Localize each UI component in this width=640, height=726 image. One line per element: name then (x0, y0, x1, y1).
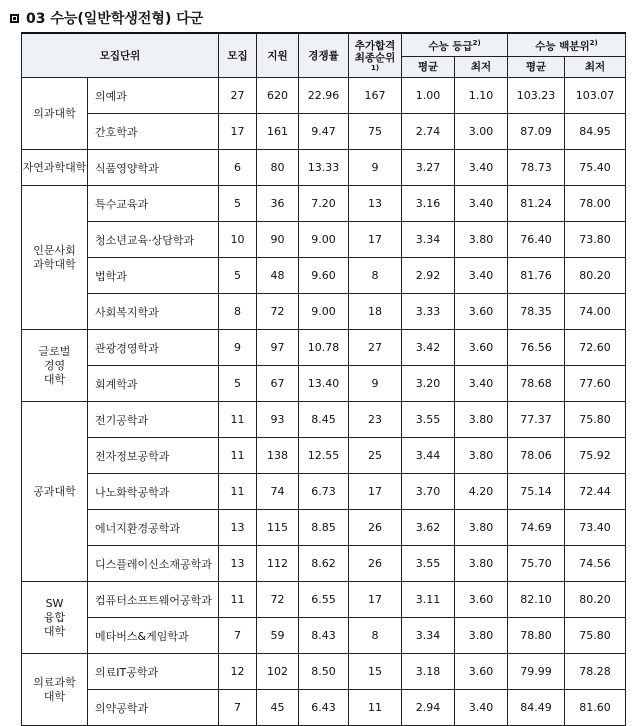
rank-cell: 17 (349, 474, 402, 510)
pct-min-cell: 75.40 (565, 150, 626, 186)
pct-min-cell: 77.60 (565, 366, 626, 402)
grade-avg-cell: 3.20 (402, 366, 455, 402)
competition-cell: 8.62 (299, 546, 349, 582)
grade-avg-cell: 2.74 (402, 114, 455, 150)
applicants-cell: 36 (257, 186, 299, 222)
college-cell: 공과대학 (22, 402, 88, 582)
grade-min-cell: 3.40 (455, 690, 508, 726)
header-extra-line1: 추가합격 (354, 39, 396, 52)
competition-cell: 13.33 (299, 150, 349, 186)
rank-cell: 167 (349, 78, 402, 114)
applicants-cell: 138 (257, 438, 299, 474)
table-row (22, 114, 626, 150)
header-grade-text: 수능 등급 (428, 40, 473, 53)
college-cell: 의료과학 대학 (22, 654, 88, 726)
applicants-cell: 161 (257, 114, 299, 150)
dept-cell: 나노화학공학과 (88, 474, 219, 510)
grade-avg-cell: 3.16 (402, 186, 455, 222)
college-cell: 의과대학 (22, 78, 88, 150)
grade-min-cell: 3.40 (455, 258, 508, 294)
grade-avg-cell: 3.33 (402, 294, 455, 330)
header-extra-footnote: 1) (370, 63, 380, 72)
grade-min-cell: 4.20 (455, 474, 508, 510)
rank-cell: 17 (349, 582, 402, 618)
grade-avg-cell: 3.55 (402, 546, 455, 582)
dept-cell: 메타버스&게임학과 (88, 618, 219, 654)
competition-cell: 6.43 (299, 690, 349, 726)
table-row (22, 186, 626, 222)
grade-min-cell: 3.80 (455, 546, 508, 582)
pct-avg-cell: 82.10 (508, 582, 565, 618)
grade-min-cell: 3.60 (455, 582, 508, 618)
pct-min-cell: 73.80 (565, 222, 626, 258)
pct-min-cell: 81.60 (565, 690, 626, 726)
applicants-cell: 74 (257, 474, 299, 510)
rank-cell: 26 (349, 546, 402, 582)
competition-cell: 6.73 (299, 474, 349, 510)
pct-avg-cell: 79.99 (508, 654, 565, 690)
quota-cell: 7 (219, 618, 257, 654)
table-row (22, 330, 626, 366)
dept-cell: 전자정보공학과 (88, 438, 219, 474)
table-row (22, 474, 626, 510)
pct-avg-cell: 75.70 (508, 546, 565, 582)
dept-cell: 의약공학과 (88, 690, 219, 726)
admission-results-table (21, 32, 626, 726)
section-title-text: 03 수능(일반학생전형) 다군 (26, 11, 204, 27)
grade-min-cell: 3.60 (455, 330, 508, 366)
table-header (22, 33, 626, 78)
rank-cell: 75 (349, 114, 402, 150)
pct-min-cell: 80.20 (565, 582, 626, 618)
dept-cell: 회계학과 (88, 366, 219, 402)
competition-cell: 9.00 (299, 222, 349, 258)
applicants-cell: 45 (257, 690, 299, 726)
competition-cell: 8.45 (299, 402, 349, 438)
rank-cell: 11 (349, 690, 402, 726)
dept-cell: 전기공학과 (88, 402, 219, 438)
dept-cell: 특수교육과 (88, 186, 219, 222)
grade-min-cell: 1.10 (455, 78, 508, 114)
pct-min-cell: 75.80 (565, 402, 626, 438)
quota-cell: 5 (219, 366, 257, 402)
header-percentile-footnote: 2) (589, 39, 598, 48)
header-grade-group (402, 33, 508, 57)
grade-avg-cell: 3.62 (402, 510, 455, 546)
competition-cell: 8.43 (299, 618, 349, 654)
table-row (22, 366, 626, 402)
applicants-cell: 93 (257, 402, 299, 438)
grade-min-cell: 3.00 (455, 114, 508, 150)
dept-cell: 식품영양학과 (88, 150, 219, 186)
rank-cell: 9 (349, 150, 402, 186)
grade-avg-cell: 3.27 (402, 150, 455, 186)
applicants-cell: 90 (257, 222, 299, 258)
dept-cell: 관광경영학과 (88, 330, 219, 366)
rank-cell: 25 (349, 438, 402, 474)
pct-avg-cell: 78.80 (508, 618, 565, 654)
dept-cell: 의료IT공학과 (88, 654, 219, 690)
quota-cell: 11 (219, 438, 257, 474)
rank-cell: 15 (349, 654, 402, 690)
quota-cell: 13 (219, 546, 257, 582)
pct-min-cell: 103.07 (565, 78, 626, 114)
rank-cell: 27 (349, 330, 402, 366)
grade-min-cell: 3.40 (455, 186, 508, 222)
pct-min-cell: 84.95 (565, 114, 626, 150)
pct-min-cell: 75.80 (565, 618, 626, 654)
grade-avg-cell: 3.18 (402, 654, 455, 690)
rank-cell: 26 (349, 510, 402, 546)
table-row (22, 690, 626, 726)
pct-avg-cell: 74.69 (508, 510, 565, 546)
grade-min-cell: 3.40 (455, 366, 508, 402)
grade-avg-cell: 3.55 (402, 402, 455, 438)
grade-min-cell: 3.80 (455, 222, 508, 258)
table-row (22, 150, 626, 186)
pct-avg-cell: 76.56 (508, 330, 565, 366)
rank-cell: 18 (349, 294, 402, 330)
pct-min-cell: 72.60 (565, 330, 626, 366)
quota-cell: 9 (219, 330, 257, 366)
competition-cell: 9.60 (299, 258, 349, 294)
quota-cell: 11 (219, 474, 257, 510)
dept-cell: 사회복지학과 (88, 294, 219, 330)
applicants-cell: 112 (257, 546, 299, 582)
pct-min-cell: 80.20 (565, 258, 626, 294)
pct-avg-cell: 77.37 (508, 402, 565, 438)
header-percentile-group (508, 33, 626, 57)
applicants-cell: 72 (257, 294, 299, 330)
pct-avg-cell: 103.23 (508, 78, 565, 114)
applicants-cell: 67 (257, 366, 299, 402)
grade-avg-cell: 3.34 (402, 618, 455, 654)
dept-cell: 의예과 (88, 78, 219, 114)
pct-avg-cell: 78.06 (508, 438, 565, 474)
pct-min-cell: 73.40 (565, 510, 626, 546)
quota-cell: 5 (219, 186, 257, 222)
header-unit: 모집단위 (22, 33, 219, 78)
header-grade-min: 최저 (455, 57, 508, 78)
table-row (22, 258, 626, 294)
pct-avg-cell: 81.76 (508, 258, 565, 294)
competition-cell: 10.78 (299, 330, 349, 366)
competition-cell: 8.50 (299, 654, 349, 690)
grade-avg-cell: 3.11 (402, 582, 455, 618)
header-percentile-text: 수능 백분위 (535, 40, 590, 53)
quota-cell: 6 (219, 150, 257, 186)
quota-cell: 5 (219, 258, 257, 294)
rank-cell: 17 (349, 222, 402, 258)
rank-cell: 23 (349, 402, 402, 438)
quota-cell: 12 (219, 654, 257, 690)
header-grade-footnote: 2) (472, 39, 481, 48)
college-cell: 글로벌 경영 대학 (22, 330, 88, 402)
table-row (22, 402, 626, 438)
college-cell: 인문사회 과학대학 (22, 186, 88, 330)
college-cell: 자연과학대학 (22, 150, 88, 186)
table-row (22, 546, 626, 582)
grade-avg-cell: 3.70 (402, 474, 455, 510)
header-pct-min: 최저 (565, 57, 626, 78)
competition-cell: 9.00 (299, 294, 349, 330)
pct-avg-cell: 78.73 (508, 150, 565, 186)
pct-min-cell: 72.44 (565, 474, 626, 510)
table-body (22, 78, 626, 726)
dept-cell: 디스플레이신소재공학과 (88, 546, 219, 582)
grade-avg-cell: 3.44 (402, 438, 455, 474)
grade-min-cell: 3.80 (455, 618, 508, 654)
header-extra-line2: 최종순위 (354, 51, 396, 64)
table-row (22, 438, 626, 474)
grade-min-cell: 3.80 (455, 510, 508, 546)
quota-cell: 13 (219, 510, 257, 546)
applicants-cell: 102 (257, 654, 299, 690)
quota-cell: 17 (219, 114, 257, 150)
pct-avg-cell: 76.40 (508, 222, 565, 258)
grade-avg-cell: 2.94 (402, 690, 455, 726)
square-bullet-icon (10, 14, 19, 23)
header-pct-avg: 평균 (508, 57, 565, 78)
pct-avg-cell: 87.09 (508, 114, 565, 150)
competition-cell: 13.40 (299, 366, 349, 402)
dept-cell: 에너지환경공학과 (88, 510, 219, 546)
competition-cell: 6.55 (299, 582, 349, 618)
applicants-cell: 59 (257, 618, 299, 654)
rank-cell: 8 (349, 258, 402, 294)
header-competition: 경쟁률 (299, 33, 349, 78)
table-row (22, 654, 626, 690)
pct-min-cell: 78.28 (565, 654, 626, 690)
quota-cell: 11 (219, 402, 257, 438)
competition-cell: 9.47 (299, 114, 349, 150)
grade-min-cell: 3.80 (455, 402, 508, 438)
pct-min-cell: 75.92 (565, 438, 626, 474)
grade-avg-cell: 2.92 (402, 258, 455, 294)
dept-cell: 청소년교육·상담학과 (88, 222, 219, 258)
applicants-cell: 80 (257, 150, 299, 186)
section-title (10, 6, 203, 30)
table-row (22, 618, 626, 654)
header-applicants: 지원 (257, 33, 299, 78)
quota-cell: 8 (219, 294, 257, 330)
table-row (22, 510, 626, 546)
competition-cell: 8.85 (299, 510, 349, 546)
rank-cell: 13 (349, 186, 402, 222)
quota-cell: 11 (219, 582, 257, 618)
grade-min-cell: 3.40 (455, 150, 508, 186)
pct-min-cell: 78.00 (565, 186, 626, 222)
rank-cell: 8 (349, 618, 402, 654)
applicants-cell: 620 (257, 78, 299, 114)
header-extra-rank (349, 33, 402, 78)
quota-cell: 10 (219, 222, 257, 258)
table-row (22, 222, 626, 258)
grade-avg-cell: 3.34 (402, 222, 455, 258)
applicants-cell: 48 (257, 258, 299, 294)
grade-min-cell: 3.60 (455, 294, 508, 330)
dept-cell: 법학과 (88, 258, 219, 294)
grade-avg-cell: 1.00 (402, 78, 455, 114)
quota-cell: 7 (219, 690, 257, 726)
pct-avg-cell: 75.14 (508, 474, 565, 510)
pct-avg-cell: 78.35 (508, 294, 565, 330)
table-row (22, 294, 626, 330)
pct-min-cell: 74.56 (565, 546, 626, 582)
pct-avg-cell: 78.68 (508, 366, 565, 402)
header-grade-avg: 평균 (402, 57, 455, 78)
pct-avg-cell: 81.24 (508, 186, 565, 222)
competition-cell: 22.96 (299, 78, 349, 114)
pct-avg-cell: 84.49 (508, 690, 565, 726)
table-row (22, 582, 626, 618)
competition-cell: 12.55 (299, 438, 349, 474)
applicants-cell: 97 (257, 330, 299, 366)
table-row (22, 78, 626, 114)
applicants-cell: 115 (257, 510, 299, 546)
dept-cell: 간호학과 (88, 114, 219, 150)
grade-avg-cell: 3.42 (402, 330, 455, 366)
dept-cell: 컴퓨터소프트웨어공학과 (88, 582, 219, 618)
quota-cell: 27 (219, 78, 257, 114)
college-cell: SW 융합 대학 (22, 582, 88, 654)
grade-min-cell: 3.60 (455, 654, 508, 690)
rank-cell: 9 (349, 366, 402, 402)
header-quota: 모집 (219, 33, 257, 78)
competition-cell: 7.20 (299, 186, 349, 222)
grade-min-cell: 3.80 (455, 438, 508, 474)
applicants-cell: 72 (257, 582, 299, 618)
pct-min-cell: 74.00 (565, 294, 626, 330)
